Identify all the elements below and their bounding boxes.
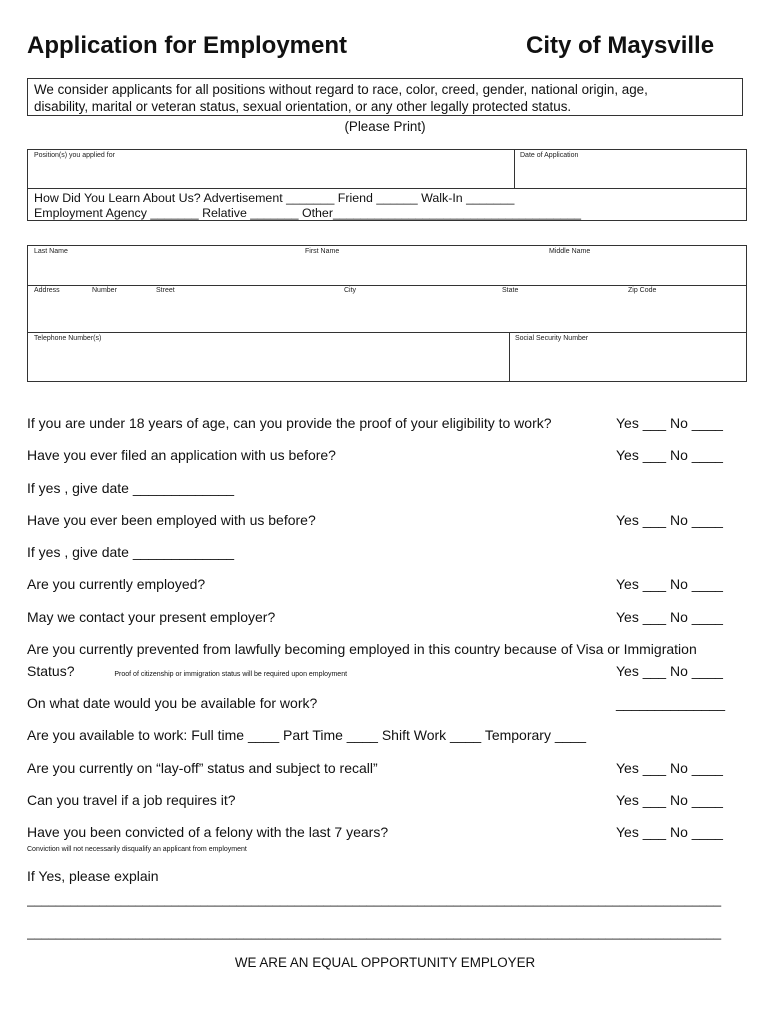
middle-name-label: Middle Name [549,248,591,255]
state-label: State [502,287,519,294]
question-employed-before: Have you ever been employed with us before? [27,512,316,528]
yes-no-visa[interactable]: Yes ___ No ____ [616,663,723,679]
question-explain: If Yes, please explain [27,868,159,884]
address-label: Address [34,287,60,294]
equal-opportunity-notice [27,78,743,116]
first-name-label: First Name [305,248,340,255]
referral-source-line-1: How Did You Learn About Us? Advertisement _______ Friend ______ Walk-In _______ [34,191,515,205]
ssn-field[interactable] [510,345,746,381]
question-currently-employed: Are you currently employed? [27,576,206,592]
question-contact-employer: May we contact your present employer? [27,609,276,625]
notice-line-2: disability, marital or veteran status, sexual orientation, or any other legally protected status. [34,99,572,114]
street-label: Street [156,287,175,294]
page-title: Application for Employment [27,32,348,59]
visa-status-label: Status? [27,663,75,679]
question-visa-line-1: Are you currently prevented from lawfully becoming employed in this country because of Visa or Immigration [27,641,697,657]
question-filed-before: Have you ever filed an application with us before? [27,447,336,463]
yes-no-filed-before[interactable]: Yes ___ No ____ [616,447,723,463]
employed-before-date[interactable]: If yes , give date _____________ [27,544,235,560]
ssn-label: Social Security Number [515,335,589,342]
explain-line-2[interactable]: ________________________________________________________________________________________________ [27,925,722,940]
city-name: City of Maysville [526,32,715,59]
telephone-label: Telephone Number(s) [34,335,102,342]
city-label: City [344,287,357,294]
explain-line-1[interactable]: ________________________________________________________________________________________________ [27,892,722,907]
yes-no-travel[interactable]: Yes ___ No ____ [616,792,723,808]
question-under-18: If you are under 18 years of age, can you provide the proof of your eligibility to work? [27,415,552,431]
yes-no-employed-before[interactable]: Yes ___ No ____ [616,512,723,528]
date-of-application-label: Date of Application [520,152,579,159]
question-available-date: On what date would you be available for work? [27,695,318,711]
please-print-note: (Please Print) [344,119,426,134]
divider [27,285,747,286]
last-name-label: Last Name [34,248,68,255]
zip-code-label: Zip Code [628,287,657,294]
positions-label: Position(s) you applied for [34,152,115,159]
filed-before-date[interactable]: If yes , give date _____________ [27,480,235,496]
question-lay-off: Are you currently on “lay-off” status and subject to recall” [27,760,378,776]
visa-note: Proof of citizenship or immigration status will be required upon employment [114,671,348,678]
name-field[interactable] [28,258,746,284]
question-availability-type[interactable]: Are you available to work: Full time ____ Part Time ____ Shift Work ____ Temporary ____ [27,727,586,743]
available-date-field[interactable]: ______________ [616,695,726,711]
question-travel: Can you travel if a job requires it? [27,792,236,808]
yes-no-contact-employer[interactable]: Yes ___ No ____ [616,609,723,625]
date-of-application-field[interactable] [515,163,746,187]
referral-source-line-2: Employment Agency _______ Relative _______ Other____________________________________ [34,206,582,220]
divider [27,332,747,333]
divider [27,188,747,189]
positions-applied-field[interactable] [28,163,513,187]
yes-no-lay-off[interactable]: Yes ___ No ____ [616,760,723,776]
question-visa-line-2 [27,663,347,679]
eeo-footer: WE ARE AN EQUAL OPPORTUNITY EMPLOYER [234,955,536,970]
yes-no-felony[interactable]: Yes ___ No ____ [616,824,723,840]
yes-no-currently-employed[interactable]: Yes ___ No ____ [616,576,723,592]
yes-no-under-18[interactable]: Yes ___ No ____ [616,415,723,431]
question-felony: Have you been convicted of a felony with the last 7 years? [27,824,389,840]
number-label: Number [92,287,117,294]
address-field[interactable] [28,297,746,331]
notice-line-1: We consider applicants for all positions without regard to race, color, creed, gender, national origin, age, [34,82,648,97]
telephone-field[interactable] [28,345,508,381]
felony-note: Conviction will not necessarily disqualify an applicant from employment [27,846,247,853]
